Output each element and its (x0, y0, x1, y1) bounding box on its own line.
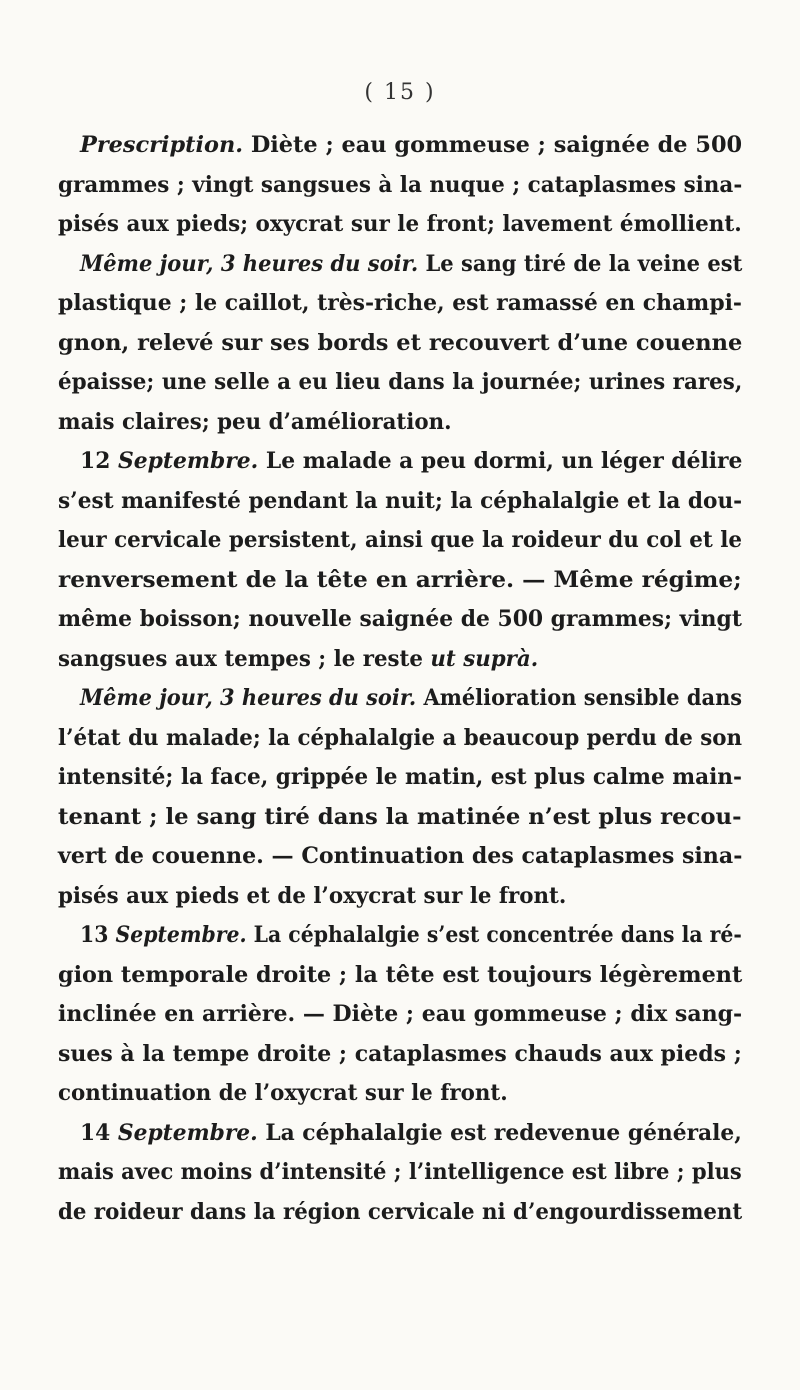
text-line (58, 1039, 742, 1069)
text-line (58, 1078, 508, 1108)
text-line (80, 130, 742, 160)
line-text: mais claires; peu d’amélioration. (58, 408, 452, 435)
italic-heading: Septembre. (117, 1119, 258, 1146)
line-text: La céphalalgie est redevenue générale, (257, 1119, 742, 1146)
text-line (58, 644, 538, 674)
text-line (80, 920, 742, 950)
line-text: gion temporale droite ; la tête est toujours légèrement (58, 961, 743, 988)
line-text: l’état du malade; la céphalalgie a beaucoup perdu de son (58, 724, 743, 751)
text-line (58, 960, 742, 990)
text-line (58, 881, 566, 911)
line-text: même boisson; nouvelle saignée de 500 grammes; vingt (58, 606, 742, 632)
italic-heading: Septembre. (115, 922, 247, 948)
line-text: s’est manifesté pendant la nuit; la céphalalgie et la dou- (58, 487, 743, 514)
italic-heading: Prescription. (80, 132, 244, 158)
line-text: grammes ; vingt sangsues à la nuque ; cataplasmes sina- (58, 171, 743, 198)
italic-heading: Septembre. (117, 448, 259, 474)
text-line (58, 328, 742, 358)
italic-heading: Même jour, 3 heures du soir. (80, 685, 417, 711)
text-line (58, 407, 452, 437)
date-number: 12 (80, 448, 118, 474)
text-line (80, 683, 742, 713)
text-line (80, 249, 742, 279)
line-text: mais avec moins d’intensité ; l’intelligence est libre ; plus (58, 1159, 742, 1185)
line-text: plastique ; le caillot, très-riche, est ramassé en champi- (58, 290, 742, 316)
date-number: 13 (80, 922, 116, 948)
page-number: ( 15 ) (364, 80, 436, 105)
line-text: sangsues aux tempes ; le reste (58, 645, 431, 672)
line-text: de roideur dans la région cervicale ni d’engourdissement (58, 1198, 743, 1225)
text-line (58, 486, 742, 516)
line-text: intensité; la face, grippée le matin, est plus calme main- (58, 764, 742, 790)
text-line (80, 1118, 742, 1148)
italic-phrase: ut suprà. (430, 645, 539, 672)
line-text: leur cervicale persistent, ainsi que la roideur du col et le (58, 527, 743, 553)
text-line (58, 288, 742, 318)
line-text: pisés aux pieds et de l’oxycrat sur le front. (58, 882, 567, 909)
italic-heading: Même jour, 3 heures du soir. (80, 250, 419, 277)
line-text: Diète ; eau gommeuse ; saignée de 500 (243, 132, 743, 158)
line-text: La céphalalgie s’est concentrée dans la ré- (246, 922, 742, 948)
text-line (58, 762, 742, 792)
line-text: renversement de la tête en arrière. — Même régime; (58, 566, 742, 593)
date-number: 14 (80, 1119, 118, 1146)
text-line (58, 209, 742, 239)
line-text: inclinée en arrière. — Diète ; eau gommeuse ; dix sang- (58, 1001, 743, 1027)
text-line (58, 170, 742, 200)
text-line (58, 1197, 742, 1227)
text-line (58, 367, 742, 397)
line-text: Le malade a peu dormi, un léger délire (258, 448, 743, 474)
text-line (58, 841, 742, 871)
text-line (58, 1157, 742, 1187)
line-text: tenant ; le sang tiré dans la matinée n’est plus recou- (58, 803, 742, 830)
line-text: épaisse; une selle a eu lieu dans la journée; urines rares, (58, 369, 743, 395)
text-line (58, 802, 742, 832)
text-line (58, 999, 742, 1029)
text-line (58, 723, 742, 753)
line-text: sues à la tempe droite ; cataplasmes chauds aux pieds ; (58, 1040, 742, 1067)
line-text: gnon, relevé sur ses bords et recouvert d’une couenne (58, 329, 743, 356)
text-line (58, 525, 742, 555)
line-text: continuation de l’oxycrat sur le front. (58, 1080, 508, 1106)
text-line (80, 446, 742, 476)
line-text: Amélioration sensible dans (416, 685, 743, 711)
line-text: Le sang tiré de la veine est (418, 250, 743, 277)
line-text: pisés aux pieds; oxycrat sur le front; lavement émollient. (58, 211, 742, 237)
line-text: vert de couenne. — Continuation des cataplasmes sina- (58, 843, 743, 869)
text-line (58, 565, 742, 595)
text-line (58, 604, 742, 634)
